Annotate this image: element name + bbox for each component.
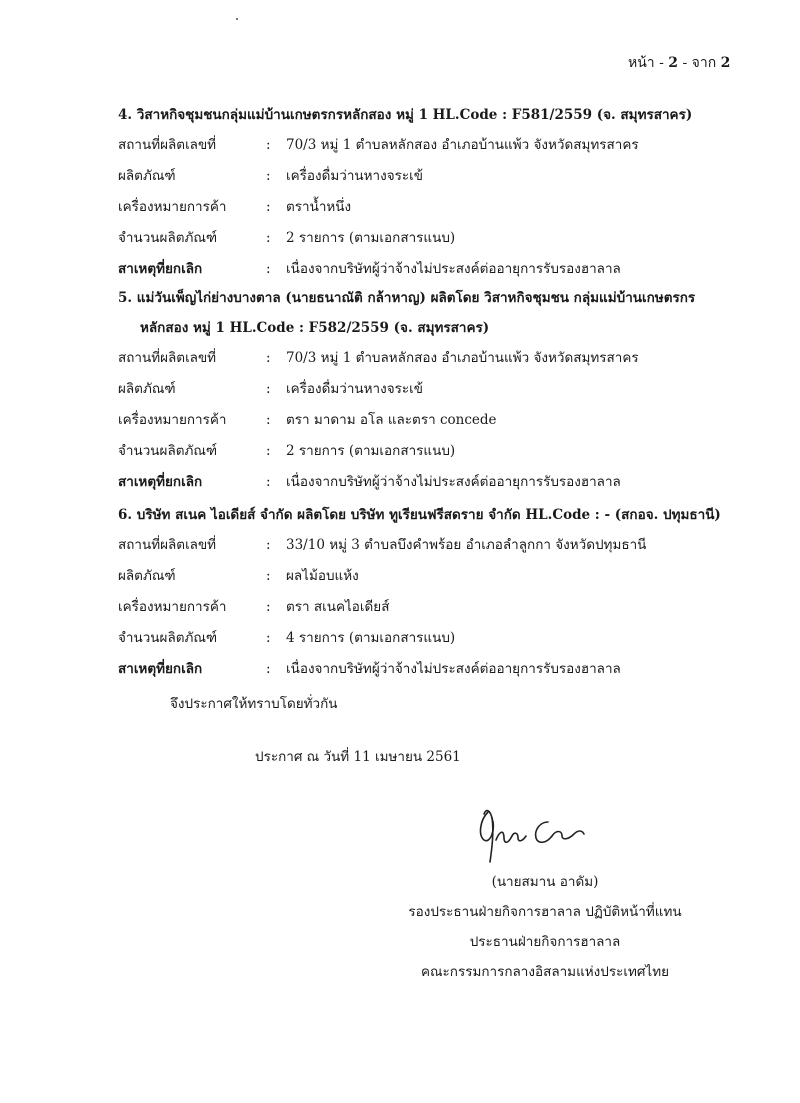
signer-name: (นายสมาน อาดัม) bbox=[491, 874, 599, 890]
announcement-date: ประกาศ ณ วันที่ 11 เมษายน 2561 bbox=[255, 749, 461, 765]
entry-heading-continued: หลักสอง หมู่ 1 HL.Code : F582/2559 (จ. สมุทรสาคร) bbox=[140, 320, 490, 336]
closing-statement: จึงประกาศให้ทราบโดยทั่วกัน bbox=[170, 696, 338, 712]
product-row: ผลิตภัณฑ์ : เครื่องดื่มว่านหางจระเข้ bbox=[118, 381, 423, 397]
reason-row: สาเหตุที่ยกเลิก : เนื่องจากบริษัทผู้ว่าจ้างไม่ประสงค์ต่ออายุการรับรองฮาลาล bbox=[118, 474, 621, 490]
location-row: สถานที่ผลิตเลขที่ : 70/3 หมู่ 1 ตำบลหลักสอง อำเภอบ้านแพ้ว จังหวัดสมุทรสาคร bbox=[118, 137, 639, 153]
quantity-row: จำนวนผลิตภัณฑ์ : 4 รายการ (ตามเอกสารแนบ) bbox=[118, 630, 456, 646]
scan-speck bbox=[236, 18, 238, 20]
page-number: หน้า - 2 - จาก 2 bbox=[628, 55, 731, 71]
entry-6 bbox=[118, 500, 758, 685]
signer-title-1: รองประธานฝ่ายกิจการฮาลาล ปฏิบัติหน้าที่แทน bbox=[408, 904, 682, 920]
quantity-row: จำนวนผลิตภัณฑ์ : 2 รายการ (ตามเอกสารแนบ) bbox=[118, 230, 456, 246]
entry-4 bbox=[118, 100, 758, 285]
signer-title-2: ประธานฝ่ายกิจการฮาลาล bbox=[469, 934, 621, 950]
location-row: สถานที่ผลิตเลขที่ : 70/3 หมู่ 1 ตำบลหลักสอง อำเภอบ้านแพ้ว จังหวัดสมุทรสาคร bbox=[118, 350, 639, 366]
entry-heading: 6. บริษัท สเนค ไอเดียส์ จำกัด ผลิตโดย บริษัท ทูเรียนฟรีสดราย จำกัด HL.Code : - (สกอจ. ปทุมธานี) bbox=[118, 507, 721, 523]
product-row: ผลิตภัณฑ์ : ผลไม้อบแห้ง bbox=[118, 568, 359, 584]
handwritten-signature bbox=[470, 800, 600, 874]
entry-5 bbox=[118, 283, 758, 498]
signer-title-3: คณะกรรมการกลางอิสลามแห่งประเทศไทย bbox=[420, 964, 670, 980]
trademark-row: เครื่องหมายการค้า : ตราน้ำหนึ่ง bbox=[118, 199, 352, 215]
quantity-row: จำนวนผลิตภัณฑ์ : 2 รายการ (ตามเอกสารแนบ) bbox=[118, 443, 456, 459]
trademark-row: เครื่องหมายการค้า : ตรา สเนคไอเดียส์ bbox=[118, 599, 390, 615]
product-row: ผลิตภัณฑ์ : เครื่องดื่มว่านหางจระเข้ bbox=[118, 168, 423, 184]
reason-row: สาเหตุที่ยกเลิก : เนื่องจากบริษัทผู้ว่าจ้างไม่ประสงค์ต่ออายุการรับรองฮาลาล bbox=[118, 261, 621, 277]
entry-heading: 4. วิสาหกิจชุมชนกลุ่มแม่บ้านเกษตรกรหลักสอง หมู่ 1 HL.Code : F581/2559 (จ. สมุทรสาคร) bbox=[118, 107, 693, 123]
trademark-row: เครื่องหมายการค้า : ตรา มาดาม อโล และตรา concede bbox=[118, 412, 497, 428]
location-row: สถานที่ผลิตเลขที่ : 33/10 หมู่ 3 ตำบลบึงคำพร้อย อำเภอลำลูกกา จังหวัดปทุมธานี bbox=[118, 537, 647, 553]
reason-row: สาเหตุที่ยกเลิก : เนื่องจากบริษัทผู้ว่าจ้างไม่ประสงค์ต่ออายุการรับรองฮาลาล bbox=[118, 661, 621, 677]
entry-heading: 5. แม่วันเพ็ญไก่ย่างบางตาล (นายธนาณัติ กล้าหาญ) ผลิตโดย วิสาหกิจชุมชน กลุ่มแม่บ้านเกษตรกร bbox=[118, 290, 696, 306]
